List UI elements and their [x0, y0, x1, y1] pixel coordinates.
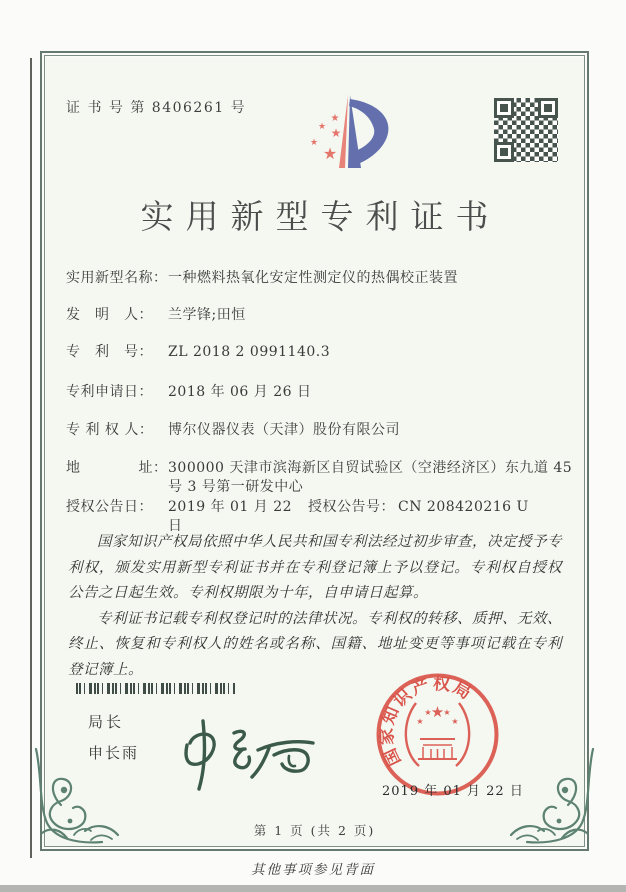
certificate — [40, 51, 589, 851]
certificate-number: 证 书 号 第 8406261 号 — [66, 100, 247, 116]
back-side-note: 其他事项参见背面 — [251, 862, 375, 878]
signer-name: 申长雨 — [88, 745, 140, 762]
field-value: 2019 年 01 月 22 日 — [168, 499, 293, 534]
qr-finder-icon — [494, 98, 514, 118]
svg-text:★: ★ — [443, 708, 451, 717]
page-number: 第 1 页 (共 2 页) — [253, 823, 376, 838]
svg-text:★: ★ — [322, 144, 338, 163]
cnipa-logo-icon — [264, 91, 404, 183]
field-value: 2018 年 06 月 26 日 — [168, 384, 312, 400]
legal-paragraph-1: 国家知识产权局依照中华人民共和国专利法经过初步审查，决定授予专利权，颁发实用新型专利证书并在专利登记簿上予以登记。专利权自授权公告之日起生效。专利权期限为十年，自申请日起算。 — [68, 534, 562, 601]
field-value: 博尔仪器仪表（天津）股份有限公司 — [168, 422, 400, 438]
svg-text:★: ★ — [424, 708, 432, 717]
field-address — [66, 459, 580, 497]
field-inventor — [66, 306, 580, 325]
svg-text:国家知识产权局 — [376, 673, 476, 769]
svg-text:★: ★ — [317, 122, 327, 132]
legal-text — [68, 530, 562, 683]
signature-shen-changyu — [172, 693, 367, 793]
field-value: 300000 天津市滨海新区自贸试验区（空港经济区）东九道 45 号 3 号第一研发中心 — [168, 460, 573, 495]
svg-text:★: ★ — [451, 717, 459, 726]
field-patentee — [66, 421, 580, 440]
seal-agency-text: 国家知识产权局 — [377, 673, 476, 769]
svg-text:★: ★ — [309, 138, 319, 148]
field-label: 专 利 权 人： — [66, 422, 154, 438]
certificate-title: 实用新型专利证书 — [140, 197, 501, 236]
svg-text:★: ★ — [330, 126, 342, 140]
field-label: 专 利 号： — [66, 344, 153, 360]
field-patent-number — [66, 343, 580, 362]
field-value: 一种燃料热氧化安定性测定仪的热偶校正装置 — [168, 270, 458, 286]
field-label: 实用新型名称： — [66, 270, 168, 286]
svg-text:★: ★ — [416, 717, 424, 726]
legal-paragraph-2: 专利证书记载专利权登记时的法律状况。专利权的转移、质押、无效、终止、恢复和专利权人的姓名或名称、国籍、地址变更等事项记载在专利登记簿上。 — [68, 610, 562, 678]
field-label: 发 明 人： — [66, 307, 153, 323]
field-label: 地 址： — [66, 460, 168, 476]
field-filing-date — [66, 383, 580, 402]
field-label: 授权公告号： — [308, 499, 395, 515]
scan-edge-left — [30, 58, 32, 858]
scan-edge-bottom — [0, 885, 626, 892]
qr-finder-icon — [494, 142, 514, 162]
field-value: ZL 2018 2 0991140.3 — [168, 344, 331, 360]
svg-text:★: ★ — [430, 703, 445, 721]
field-label: 专利申请日： — [66, 384, 153, 400]
qr-finder-icon — [538, 98, 558, 118]
qr-code — [494, 98, 558, 162]
field-utility-model-name — [66, 269, 580, 288]
signer-title: 局长 — [88, 714, 125, 731]
field-label: 授权公告日： — [66, 499, 153, 515]
national-emblem-icon — [406, 703, 469, 766]
svg-text:★: ★ — [330, 113, 340, 124]
seal-date: 2019 年 01 月 22 日 — [382, 784, 524, 799]
field-value: 兰学锋;田恒 — [168, 307, 246, 323]
field-value: CN 208420216 U — [398, 499, 529, 515]
